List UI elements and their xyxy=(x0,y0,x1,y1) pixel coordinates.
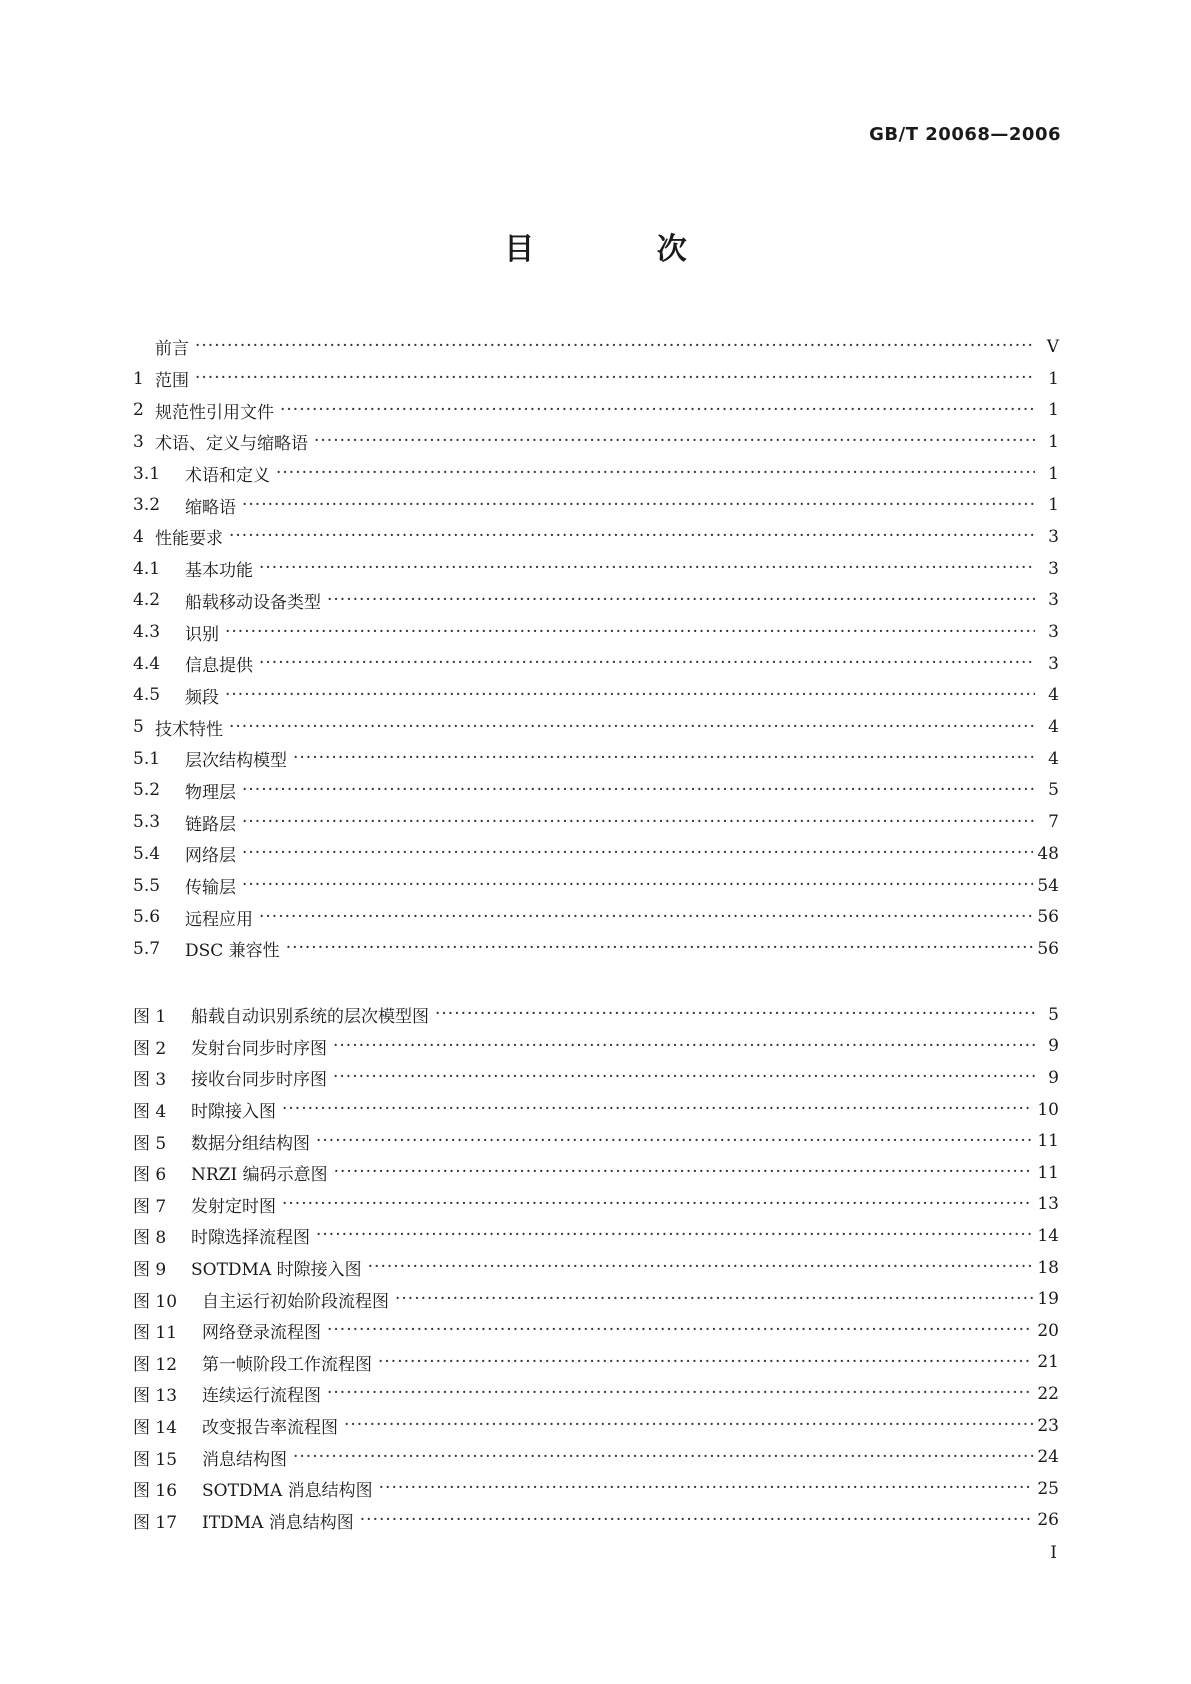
toc-page: 54 xyxy=(1037,875,1059,896)
leader-dots xyxy=(259,907,1033,924)
toc-row[interactable] xyxy=(133,838,1059,870)
toc-page: 4 xyxy=(1048,685,1059,706)
figure-number: 图 9 xyxy=(133,1260,167,1281)
toc-page: 3 xyxy=(1048,653,1059,674)
figure-number: 图 10 xyxy=(133,1291,178,1312)
leader-dots xyxy=(242,495,1035,512)
figure-row[interactable] xyxy=(133,1220,1059,1252)
figure-label: 消息结构图 xyxy=(202,1449,287,1470)
toc-figures xyxy=(133,999,1059,1536)
toc-number: 4.5 xyxy=(133,685,161,706)
toc-label: 物理层 xyxy=(185,782,236,803)
figure-label: 连续运行流程图 xyxy=(202,1386,321,1407)
figure-label: 发射定时图 xyxy=(191,1196,276,1217)
figure-label: 接收台同步时序图 xyxy=(191,1070,327,1091)
leader-dots xyxy=(225,622,1035,639)
toc-row[interactable] xyxy=(133,711,1059,743)
figure-number: 图 12 xyxy=(133,1354,178,1375)
toc-row[interactable] xyxy=(133,743,1059,775)
toc-page: 3 xyxy=(1048,526,1059,547)
toc-label: 传输层 xyxy=(185,878,236,899)
figure-page: 10 xyxy=(1037,1099,1059,1120)
toc-label: 基本功能 xyxy=(185,561,253,582)
toc-row[interactable] xyxy=(133,458,1059,490)
figure-number: 图 13 xyxy=(133,1386,178,1407)
leader-dots xyxy=(293,748,1035,765)
leader-dots xyxy=(225,685,1035,702)
figure-row[interactable] xyxy=(133,1062,1059,1094)
toc-row[interactable] xyxy=(133,394,1059,426)
figure-label: 数据分组结构图 xyxy=(191,1133,310,1154)
toc-page: V xyxy=(1046,336,1059,357)
leader-dots xyxy=(368,1257,1034,1274)
figure-label: 网络登录流程图 xyxy=(202,1323,321,1344)
figure-page: 14 xyxy=(1037,1225,1059,1246)
figure-label: SOTDMA 时隙接入图 xyxy=(191,1260,362,1281)
toc-page: 1 xyxy=(1048,431,1059,452)
toc-row[interactable] xyxy=(133,521,1059,553)
toc-number: 5 xyxy=(133,717,144,738)
toc-row[interactable] xyxy=(133,648,1059,680)
toc-number: 5.4 xyxy=(133,843,161,864)
figure-label: 船载自动识别系统的层次模型图 xyxy=(191,1007,429,1028)
figure-page: 18 xyxy=(1037,1257,1059,1278)
figure-number: 图 16 xyxy=(133,1481,178,1502)
toc-page: 56 xyxy=(1037,907,1059,928)
leader-dots xyxy=(280,400,1035,417)
figure-row[interactable] xyxy=(133,1410,1059,1442)
toc-label: 远程应用 xyxy=(185,909,253,930)
figure-page: 20 xyxy=(1037,1320,1059,1341)
leader-dots xyxy=(334,1162,1034,1179)
toc-label: 信息提供 xyxy=(185,656,253,677)
toc-label: 性能要求 xyxy=(155,529,223,550)
toc-number: 5.1 xyxy=(133,748,161,769)
toc-label: 船载移动设备类型 xyxy=(185,592,321,613)
figure-page: 13 xyxy=(1037,1194,1059,1215)
figure-label: NRZI 编码示意图 xyxy=(191,1165,328,1186)
figure-page: 5 xyxy=(1048,1004,1059,1025)
toc-label: 前言 xyxy=(155,339,189,360)
leader-dots xyxy=(229,526,1035,543)
leader-dots xyxy=(327,1383,1033,1400)
leader-dots xyxy=(282,1099,1033,1116)
figure-row[interactable] xyxy=(133,1031,1059,1063)
toc-number: 3 xyxy=(133,431,144,452)
figure-page: 23 xyxy=(1037,1415,1059,1436)
leader-dots xyxy=(344,1415,1033,1432)
leader-dots xyxy=(379,1478,1034,1495)
figure-label: SOTDMA 消息结构图 xyxy=(202,1481,373,1502)
toc-label: 技术特性 xyxy=(155,719,223,740)
toc-label: 网络层 xyxy=(185,846,236,867)
toc-page: 7 xyxy=(1048,812,1059,833)
leader-dots xyxy=(395,1289,1033,1306)
toc-row[interactable] xyxy=(133,901,1059,933)
toc-row[interactable] xyxy=(133,363,1059,395)
toc-label: 层次结构模型 xyxy=(185,751,287,772)
toc-label: 术语和定义 xyxy=(185,466,270,487)
toc-label: 规范性引用文件 xyxy=(155,402,274,423)
toc-page: 1 xyxy=(1048,400,1059,421)
toc-row[interactable] xyxy=(133,489,1059,521)
figure-label: 时隙接入图 xyxy=(191,1102,276,1123)
toc-number: 5.7 xyxy=(133,938,161,959)
figure-label: ITDMA 消息结构图 xyxy=(202,1512,354,1533)
leader-dots xyxy=(259,558,1035,575)
figure-page: 9 xyxy=(1048,1067,1059,1088)
toc-page: 1 xyxy=(1048,463,1059,484)
page-title: 目 次 xyxy=(504,232,743,267)
leader-dots xyxy=(314,431,1035,448)
toc-row[interactable] xyxy=(133,331,1059,363)
figure-page: 26 xyxy=(1037,1510,1059,1531)
figure-number: 图 1 xyxy=(133,1007,167,1028)
figure-number: 图 15 xyxy=(133,1449,178,1470)
toc-row[interactable] xyxy=(133,553,1059,585)
leader-dots xyxy=(276,463,1035,480)
figure-row[interactable] xyxy=(133,999,1059,1031)
toc-label: DSC 兼容性 xyxy=(185,941,280,962)
leader-dots xyxy=(286,938,1034,955)
figure-label: 第一帧阶段工作流程图 xyxy=(202,1354,372,1375)
page-number: I xyxy=(1050,1543,1057,1563)
figure-page: 19 xyxy=(1037,1289,1059,1310)
figure-label: 改变报告率流程图 xyxy=(202,1418,338,1439)
toc-number: 3.2 xyxy=(133,495,161,516)
toc-label: 识别 xyxy=(185,624,219,645)
toc-number: 4.3 xyxy=(133,622,161,643)
toc-page: 1 xyxy=(1048,495,1059,516)
leader-dots xyxy=(378,1352,1033,1369)
leader-dots xyxy=(242,780,1035,797)
figure-row[interactable] xyxy=(133,1347,1059,1379)
figure-number: 图 8 xyxy=(133,1228,167,1249)
leader-dots xyxy=(242,812,1035,829)
figure-number: 图 4 xyxy=(133,1102,167,1123)
toc-number: 5.2 xyxy=(133,780,161,801)
toc-page: 4 xyxy=(1048,748,1059,769)
standard-code: GB/T 20068—2006 xyxy=(869,124,1061,145)
toc-page: 5 xyxy=(1048,780,1059,801)
leader-dots xyxy=(229,717,1035,734)
leader-dots xyxy=(327,1320,1033,1337)
figure-page: 9 xyxy=(1048,1036,1059,1057)
figure-row[interactable] xyxy=(133,1094,1059,1126)
figure-number: 图 14 xyxy=(133,1418,178,1439)
toc-number: 4.2 xyxy=(133,590,161,611)
toc-label: 范围 xyxy=(155,371,189,392)
figure-row[interactable] xyxy=(133,1441,1059,1473)
toc-row[interactable] xyxy=(133,806,1059,838)
toc-number: 4 xyxy=(133,526,144,547)
leader-dots xyxy=(282,1194,1033,1211)
toc-row[interactable] xyxy=(133,870,1059,902)
figure-page: 22 xyxy=(1037,1383,1059,1404)
toc-number: 3.1 xyxy=(133,463,161,484)
figure-page: 25 xyxy=(1037,1478,1059,1499)
figure-row[interactable] xyxy=(133,1252,1059,1284)
figure-label: 时隙选择流程图 xyxy=(191,1228,310,1249)
figure-number: 图 17 xyxy=(133,1512,178,1533)
leader-dots xyxy=(316,1131,1033,1148)
toc-sections xyxy=(133,331,1059,965)
toc-number: 2 xyxy=(133,400,144,421)
figure-page: 11 xyxy=(1037,1162,1059,1183)
figure-row[interactable] xyxy=(133,1505,1059,1537)
leader-dots xyxy=(333,1036,1035,1053)
toc-row[interactable] xyxy=(133,933,1059,965)
figure-row[interactable] xyxy=(133,1189,1059,1221)
toc-page: 3 xyxy=(1048,590,1059,611)
toc-number: 5.6 xyxy=(133,907,161,928)
figure-number: 图 6 xyxy=(133,1165,167,1186)
leader-dots xyxy=(333,1067,1035,1084)
figure-row[interactable] xyxy=(133,1315,1059,1347)
toc-page: 48 xyxy=(1037,843,1059,864)
leader-dots xyxy=(259,653,1035,670)
figure-page: 11 xyxy=(1037,1131,1059,1152)
figure-number: 图 11 xyxy=(133,1323,178,1344)
toc-number: 4.4 xyxy=(133,653,161,674)
figure-page: 21 xyxy=(1037,1352,1059,1373)
toc-number: 5.3 xyxy=(133,812,161,833)
toc-page: 3 xyxy=(1048,622,1059,643)
toc-number: 1 xyxy=(133,368,144,389)
figure-row[interactable] xyxy=(133,1157,1059,1189)
toc-page: 3 xyxy=(1048,558,1059,579)
figure-row[interactable] xyxy=(133,1283,1059,1315)
toc-number: 5.5 xyxy=(133,875,161,896)
leader-dots xyxy=(242,875,1033,892)
toc-row[interactable] xyxy=(133,680,1059,712)
toc-page: 1 xyxy=(1048,368,1059,389)
figure-row[interactable] xyxy=(133,1473,1059,1505)
figure-number: 图 3 xyxy=(133,1070,167,1091)
figure-page: 24 xyxy=(1037,1447,1059,1468)
leader-dots xyxy=(242,843,1033,860)
toc-row[interactable] xyxy=(133,775,1059,807)
figure-label: 发射台同步时序图 xyxy=(191,1038,327,1059)
toc-page: 4 xyxy=(1048,717,1059,738)
figure-row[interactable] xyxy=(133,1378,1059,1410)
toc-label: 频段 xyxy=(185,687,219,708)
toc-label: 链路层 xyxy=(185,814,236,835)
toc-label: 缩略语 xyxy=(185,497,236,518)
figure-row[interactable] xyxy=(133,1125,1059,1157)
figure-label: 自主运行初始阶段流程图 xyxy=(202,1291,389,1312)
leader-dots xyxy=(195,368,1035,385)
leader-dots xyxy=(293,1447,1033,1464)
toc-page: 56 xyxy=(1037,938,1059,959)
leader-dots xyxy=(316,1225,1033,1242)
toc-row[interactable] xyxy=(133,616,1059,648)
leader-dots xyxy=(360,1510,1034,1527)
leader-dots xyxy=(435,1004,1035,1021)
toc-label: 术语、定义与缩略语 xyxy=(155,434,308,455)
figure-number: 图 7 xyxy=(133,1196,167,1217)
figure-number: 图 5 xyxy=(133,1133,167,1154)
toc-number: 4.1 xyxy=(133,558,161,579)
leader-dots xyxy=(327,590,1035,607)
toc-row[interactable] xyxy=(133,426,1059,458)
toc-row[interactable] xyxy=(133,585,1059,617)
figure-number: 图 2 xyxy=(133,1038,167,1059)
leader-dots xyxy=(195,336,1035,353)
